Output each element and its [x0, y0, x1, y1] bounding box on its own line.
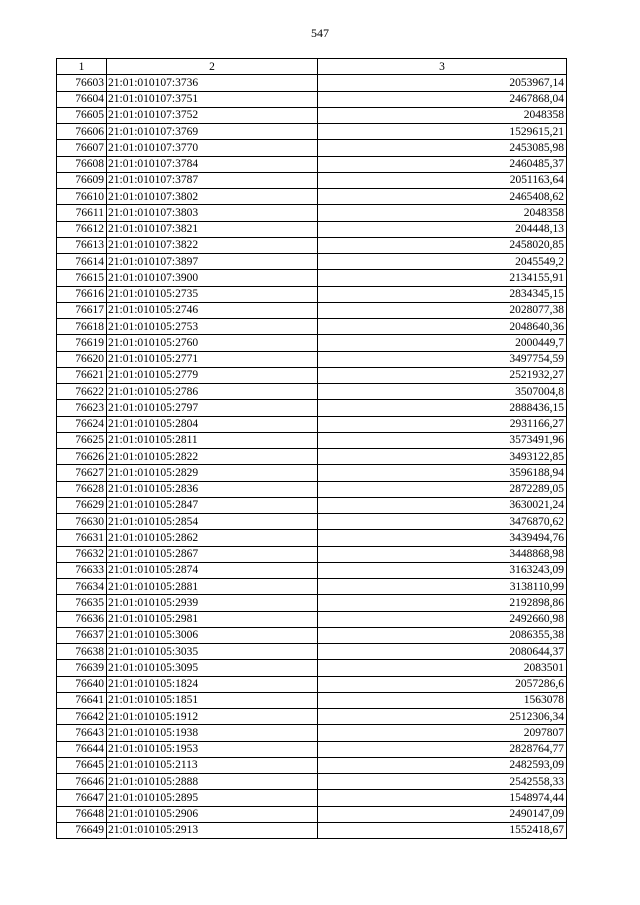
cadastral-number-cell: 21:01:010105:2753 [107, 319, 318, 335]
value-cell: 2490147,09 [318, 806, 567, 822]
value-cell: 2467868,04 [318, 91, 567, 107]
row-number-cell: 76644 [57, 741, 107, 757]
table-row [57, 237, 567, 253]
row-number-cell: 76604 [57, 91, 107, 107]
table-row [57, 627, 567, 643]
value-cell: 2465408,62 [318, 189, 567, 205]
value-cell: 2482593,09 [318, 757, 567, 773]
cadastral-number-cell: 21:01:010105:1953 [107, 741, 318, 757]
value-cell: 3497754,59 [318, 351, 567, 367]
row-number-cell: 76619 [57, 335, 107, 351]
row-number-cell: 76622 [57, 384, 107, 400]
cadastral-number-cell: 21:01:010105:1824 [107, 676, 318, 692]
value-cell: 2834345,15 [318, 286, 567, 302]
table-row [57, 757, 567, 773]
table-body [57, 75, 567, 839]
cadastral-number-cell: 21:01:010107:3802 [107, 189, 318, 205]
cadastral-number-cell: 21:01:010107:3770 [107, 140, 318, 156]
row-number-cell: 76624 [57, 416, 107, 432]
row-number-cell: 76642 [57, 709, 107, 725]
table-row [57, 319, 567, 335]
table-row [57, 822, 567, 838]
value-cell: 2492660,98 [318, 611, 567, 627]
table-row [57, 611, 567, 627]
cadastral-number-cell: 21:01:010105:1938 [107, 725, 318, 741]
value-cell: 2048358 [318, 107, 567, 123]
row-number-cell: 76648 [57, 806, 107, 822]
row-number-cell: 76640 [57, 676, 107, 692]
table-row [57, 221, 567, 237]
data-table [56, 58, 567, 839]
value-cell: 2888436,15 [318, 400, 567, 416]
row-number-cell: 76635 [57, 595, 107, 611]
row-number-cell: 76627 [57, 465, 107, 481]
table-row [57, 465, 567, 481]
table-row [57, 595, 567, 611]
table-row [57, 709, 567, 725]
value-cell: 2028077,38 [318, 302, 567, 318]
table-row [57, 302, 567, 318]
table-row [57, 124, 567, 140]
value-cell: 1552418,67 [318, 822, 567, 838]
value-cell: 2542558,33 [318, 774, 567, 790]
table-row [57, 692, 567, 708]
cadastral-number-cell: 21:01:010107:3784 [107, 156, 318, 172]
cadastral-number-cell: 21:01:010107:3736 [107, 75, 318, 91]
table-row [57, 91, 567, 107]
column-header-2: 2 [107, 59, 318, 75]
table-row [57, 384, 567, 400]
row-number-cell: 76621 [57, 367, 107, 383]
cadastral-number-cell: 21:01:010105:2867 [107, 546, 318, 562]
value-cell: 2097807 [318, 725, 567, 741]
value-cell: 2057286,6 [318, 676, 567, 692]
value-cell: 2086355,38 [318, 627, 567, 643]
value-cell: 2931166,27 [318, 416, 567, 432]
table-row [57, 335, 567, 351]
cadastral-number-cell: 21:01:010107:3822 [107, 237, 318, 253]
row-number-cell: 76615 [57, 270, 107, 286]
cadastral-number-cell: 21:01:010107:3897 [107, 254, 318, 270]
cadastral-number-cell: 21:01:010105:1851 [107, 692, 318, 708]
cadastral-number-cell: 21:01:010105:2786 [107, 384, 318, 400]
table-row [57, 172, 567, 188]
value-cell: 2828764,77 [318, 741, 567, 757]
row-number-cell: 76616 [57, 286, 107, 302]
row-number-cell: 76638 [57, 644, 107, 660]
row-number-cell: 76613 [57, 237, 107, 253]
table-row [57, 806, 567, 822]
cadastral-number-cell: 21:01:010105:2939 [107, 595, 318, 611]
cadastral-number-cell: 21:01:010105:1912 [107, 709, 318, 725]
value-cell: 3476870,62 [318, 514, 567, 530]
row-number-cell: 76643 [57, 725, 107, 741]
table-row [57, 107, 567, 123]
cadastral-number-cell: 21:01:010105:2906 [107, 806, 318, 822]
cadastral-number-cell: 21:01:010105:2874 [107, 562, 318, 578]
column-header-1: 1 [57, 59, 107, 75]
cadastral-number-cell: 21:01:010105:2913 [107, 822, 318, 838]
value-cell: 2045549,2 [318, 254, 567, 270]
table-row [57, 481, 567, 497]
row-number-cell: 76634 [57, 579, 107, 595]
cadastral-number-cell: 21:01:010105:2881 [107, 579, 318, 595]
row-number-cell: 76609 [57, 172, 107, 188]
table-row [57, 579, 567, 595]
row-number-cell: 76639 [57, 660, 107, 676]
table-row [57, 75, 567, 91]
cadastral-number-cell: 21:01:010107:3769 [107, 124, 318, 140]
row-number-cell: 76631 [57, 530, 107, 546]
table-row [57, 432, 567, 448]
cadastral-number-cell: 21:01:010107:3752 [107, 107, 318, 123]
value-cell: 3573491,96 [318, 432, 567, 448]
value-cell: 3439494,76 [318, 530, 567, 546]
row-number-cell: 76633 [57, 562, 107, 578]
table-row [57, 660, 567, 676]
row-number-cell: 76608 [57, 156, 107, 172]
row-number-cell: 76629 [57, 497, 107, 513]
row-number-cell: 76632 [57, 546, 107, 562]
cadastral-number-cell: 21:01:010105:2746 [107, 302, 318, 318]
value-cell: 2083501 [318, 660, 567, 676]
cadastral-number-cell: 21:01:010105:3006 [107, 627, 318, 643]
row-number-cell: 76611 [57, 205, 107, 221]
value-cell: 2134155,91 [318, 270, 567, 286]
table-row [57, 189, 567, 205]
cadastral-number-cell: 21:01:010105:2811 [107, 432, 318, 448]
table-row [57, 514, 567, 530]
table-row [57, 790, 567, 806]
row-number-cell: 76610 [57, 189, 107, 205]
value-cell: 3630021,24 [318, 497, 567, 513]
row-number-cell: 76630 [57, 514, 107, 530]
row-number-cell: 76623 [57, 400, 107, 416]
cadastral-number-cell: 21:01:010105:2836 [107, 481, 318, 497]
cadastral-number-cell: 21:01:010105:2847 [107, 497, 318, 513]
table-row [57, 156, 567, 172]
value-cell: 3163243,09 [318, 562, 567, 578]
page-number: 547 [311, 26, 329, 40]
table-header-row [57, 59, 567, 75]
cadastral-number-cell: 21:01:010105:2829 [107, 465, 318, 481]
value-cell: 3448868,98 [318, 546, 567, 562]
table-row [57, 741, 567, 757]
row-number-cell: 76637 [57, 627, 107, 643]
table-row [57, 254, 567, 270]
value-cell: 2000449,7 [318, 335, 567, 351]
row-number-cell: 76647 [57, 790, 107, 806]
value-cell: 3507004,8 [318, 384, 567, 400]
table-row [57, 546, 567, 562]
value-cell: 2080644,37 [318, 644, 567, 660]
value-cell: 1548974,44 [318, 790, 567, 806]
table-row [57, 530, 567, 546]
row-number-cell: 76607 [57, 140, 107, 156]
value-cell: 2460485,37 [318, 156, 567, 172]
cadastral-number-cell: 21:01:010105:2888 [107, 774, 318, 790]
cadastral-number-cell: 21:01:010105:2797 [107, 400, 318, 416]
row-number-cell: 76617 [57, 302, 107, 318]
value-cell: 3596188,94 [318, 465, 567, 481]
row-number-cell: 76614 [57, 254, 107, 270]
value-cell: 204448,13 [318, 221, 567, 237]
value-cell: 2512306,34 [318, 709, 567, 725]
cadastral-number-cell: 21:01:010105:3095 [107, 660, 318, 676]
row-number-cell: 76605 [57, 107, 107, 123]
cadastral-number-cell: 21:01:010105:3035 [107, 644, 318, 660]
cadastral-number-cell: 21:01:010105:2895 [107, 790, 318, 806]
cadastral-number-cell: 21:01:010105:2760 [107, 335, 318, 351]
row-number-cell: 76626 [57, 449, 107, 465]
value-cell: 2051163,64 [318, 172, 567, 188]
table-row [57, 562, 567, 578]
value-cell: 2053967,14 [318, 75, 567, 91]
table-row [57, 140, 567, 156]
cadastral-number-cell: 21:01:010105:2771 [107, 351, 318, 367]
table-row [57, 205, 567, 221]
column-header-3: 3 [318, 59, 567, 75]
row-number-cell: 76606 [57, 124, 107, 140]
row-number-cell: 76645 [57, 757, 107, 773]
table-row [57, 497, 567, 513]
table-row [57, 725, 567, 741]
table-row [57, 400, 567, 416]
table-row [57, 644, 567, 660]
value-cell: 2872289,05 [318, 481, 567, 497]
cadastral-number-cell: 21:01:010107:3751 [107, 91, 318, 107]
cadastral-number-cell: 21:01:010105:2113 [107, 757, 318, 773]
cadastral-number-cell: 21:01:010105:2822 [107, 449, 318, 465]
table-row [57, 367, 567, 383]
value-cell: 2458020,85 [318, 237, 567, 253]
row-number-cell: 76625 [57, 432, 107, 448]
row-number-cell: 76620 [57, 351, 107, 367]
value-cell: 3493122,85 [318, 449, 567, 465]
value-cell: 2192898,86 [318, 595, 567, 611]
table-row [57, 270, 567, 286]
row-number-cell: 76636 [57, 611, 107, 627]
table-row [57, 286, 567, 302]
value-cell: 2521932,27 [318, 367, 567, 383]
cadastral-number-cell: 21:01:010107:3821 [107, 221, 318, 237]
cadastral-number-cell: 21:01:010105:2779 [107, 367, 318, 383]
cadastral-number-cell: 21:01:010105:2862 [107, 530, 318, 546]
value-cell: 1529615,21 [318, 124, 567, 140]
cadastral-number-cell: 21:01:010105:2854 [107, 514, 318, 530]
row-number-cell: 76649 [57, 822, 107, 838]
row-number-cell: 76628 [57, 481, 107, 497]
cadastral-number-cell: 21:01:010107:3787 [107, 172, 318, 188]
table-row [57, 676, 567, 692]
value-cell: 3138110,99 [318, 579, 567, 595]
row-number-cell: 76641 [57, 692, 107, 708]
value-cell: 2048640,36 [318, 319, 567, 335]
row-number-cell: 76603 [57, 75, 107, 91]
value-cell: 1563078 [318, 692, 567, 708]
value-cell: 2048358 [318, 205, 567, 221]
cadastral-number-cell: 21:01:010105:2804 [107, 416, 318, 432]
cadastral-number-cell: 21:01:010105:2981 [107, 611, 318, 627]
table-row [57, 774, 567, 790]
row-number-cell: 76618 [57, 319, 107, 335]
cadastral-number-cell: 21:01:010107:3803 [107, 205, 318, 221]
row-number-cell: 76646 [57, 774, 107, 790]
row-number-cell: 76612 [57, 221, 107, 237]
table-row [57, 416, 567, 432]
value-cell: 2453085,98 [318, 140, 567, 156]
cadastral-number-cell: 21:01:010107:3900 [107, 270, 318, 286]
table-row [57, 351, 567, 367]
cadastral-number-cell: 21:01:010105:2735 [107, 286, 318, 302]
table-row [57, 449, 567, 465]
